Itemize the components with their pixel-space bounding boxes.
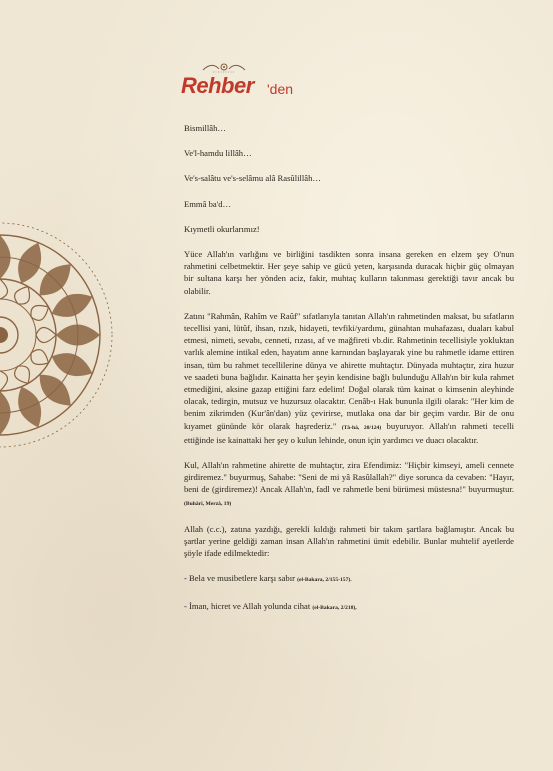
paragraph-salat: Ve's-salâtu ve's-selâmu alâ Rasûlillâh… (184, 173, 321, 184)
brand-logo: Rehber (181, 73, 254, 98)
paragraph-rahmah-tail: buyuruyor. Allah'ın rahmeti tecelli ettiğinde ise kainattaki her şey o kulun lehinde, onun için yardımcı ve duacı olacaktır. (184, 420, 515, 445)
paragraph-akhirah-text: Kul, Allah'ın rahmetine ahirette de muhtaçtır, zira Efendimiz: "Hiçbir kimseyi, ameli cennete girdiremez." buyurmuş, Sahabe: "Seni de mi yâ Rasûlallah?" diye sorunca da cevaben: "Hayır, beni de (girdiremez)! Ancak Allah'ın, fadl ve rahmetle beni bürümesi müstesna!" buyurmuştur. (184, 460, 514, 495)
paragraph-conditions-text: Allah (c.c.), zatına yazdığı, gerekli kıldığı rahmeti bir takım şartlara bağlamıştır. Ancak bu şartlar yerine geldiği zaman insan Allah'ın rahmetini ümit edebilir. Bunlar muhtelif ayetlerde şöyle ifade edilmektedir: (184, 523, 514, 559)
reference-taha: (Tâ-hâ, 20/124) (341, 424, 382, 431)
reference-bakara-2: (el-Bakara, 2/218), (312, 604, 357, 611)
paragraph-greeting: Kıymetli okurlarımız! (184, 223, 260, 234)
paragraph-intro: Yüce Allah'ın varlığını ve birliğini tasdikten sonra insana gereken en elzem şey O'nun rahmetini celbetmektir. Her şeye sahip ve gücü yeten, karşısında duracak hiçbir güç olmayan bir sultana karşı her yönden aciz, fakir, muhtaç kulların takınması gerektiği tavır ancak bu olabilir. (184, 249, 514, 296)
paragraph-conditions (184, 523, 514, 560)
mandala-ornament (0, 215, 120, 455)
list-item-iman (184, 600, 514, 614)
reference-bakara-1: (el-Bakara, 2/155-157). (297, 577, 352, 584)
paragraph-basmala: Bismillâh… (184, 123, 227, 133)
list-item-sabr-text: - Bela ve musibetlere karşı sabır (184, 573, 295, 584)
brand-suffix: 'den (267, 81, 294, 97)
article-body (184, 122, 514, 627)
paragraph-rahmah (184, 310, 514, 446)
paragraph-hamd: Ve'l-hamdu lillâh… (184, 148, 252, 159)
reference-buhari: (Buhârî, Merzâ, 19) (184, 500, 232, 507)
paragraph-amma-bad: Emmâ ba'd… (184, 198, 232, 209)
list-item-sabr (184, 572, 514, 586)
list-item-iman-text: - İman, hicret ve Allah yolunda cihat (184, 600, 311, 611)
paragraph-akhirah (184, 459, 514, 510)
paragraph-rahmah-text: Zatını "Rahmân, Rahîm ve Raûf" sıfatlarıyla tanıtan Allah'ın rahmetinden maksat, bu sıfatların tecellisi yani, lütûf, ihsan, rızık, hidayeti, tevfiki/yardımı, günahtan muhafazası, duaları kabul etmesi, nimeti, sevabı, cenneti, rızası, af ve mağfireti vb.dir. Rahmetinin tecellisiyle yokluktan varlık alemine intikal eden, hayatım anne karnından başlayarak yine bu rahmetle idame ettiren insan, tüm bu rahmet tecellilerine dünya ve ahirette muhtaçtır. Dünyada muhtaçtır, zira huzur ve saadeti buna bağlıdır. Kainatta her şeyin kendisine bağlı bulunduğu Allah'ın bir kula rahmet etmediğini, aksine gazap ettiğini farz edelim! Doğal olarak tüm kainat o kimsenin aleyhinde olacak, tedirgin, mutsuz ve huzursuz olacaktır. Cenâb-ı Hak bununla ilgili olarak: "Her kim de benim zikrimden (Kur'ân'dan) yüz çevirirse, mutlaka ona dar bir geçim vardır. Bir de onu kıyamet gününde kör olarak haşrederiz." (184, 310, 514, 431)
page-header (181, 62, 361, 102)
